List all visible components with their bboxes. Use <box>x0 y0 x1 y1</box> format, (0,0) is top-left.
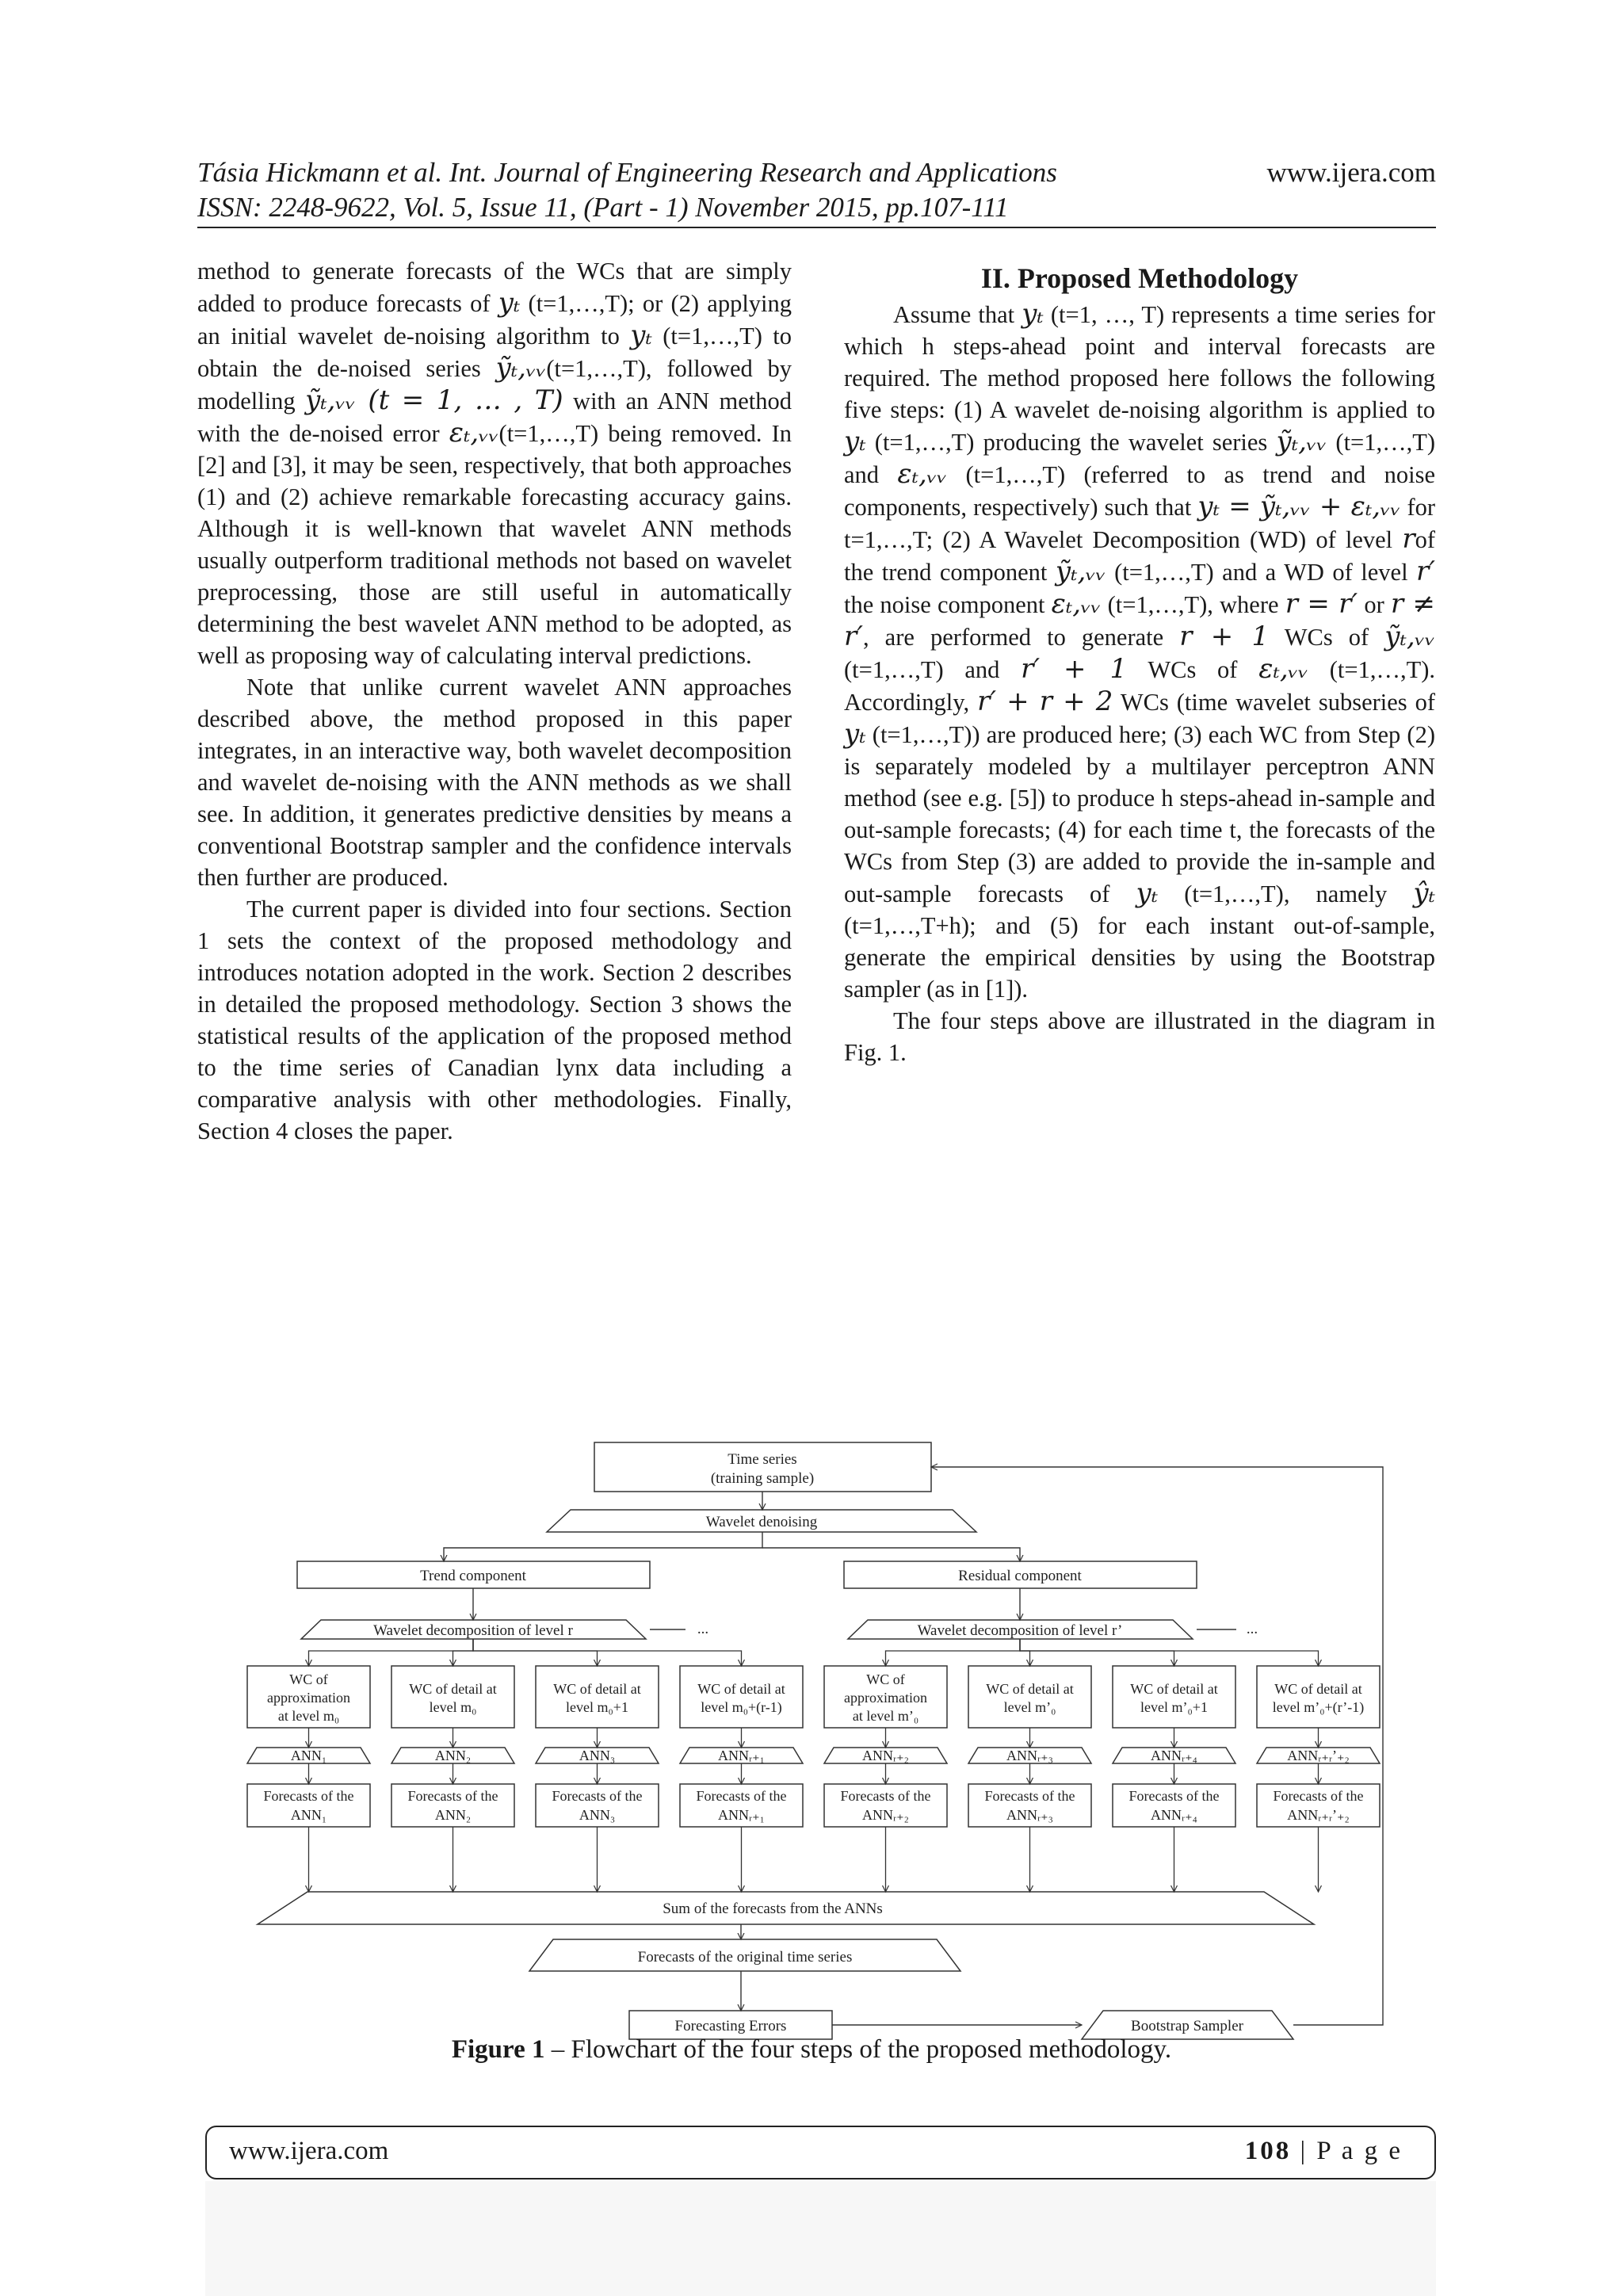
left-column <box>197 255 792 1147</box>
forecast-ann-8: ANNᵣ₊ᵣ’₊₂ <box>1287 1807 1350 1823</box>
page-number: 108 | P a g e <box>1244 2137 1403 2165</box>
wc-box-1-line-1: WC of <box>289 1671 328 1687</box>
ann-label-4: ANNᵣ₊₁ <box>718 1748 765 1763</box>
connector-decomp-1 <box>309 1639 474 1666</box>
ellipsis-right: ... <box>1246 1621 1258 1637</box>
wc-box-5-line-1: WC of <box>866 1671 905 1687</box>
forecast-ann-4: ANNᵣ₊₁ <box>718 1807 765 1823</box>
wc-box-3-line-1: WC of detail at <box>553 1681 641 1697</box>
connector-decomp-3 <box>473 1639 598 1666</box>
wc-box-8-line-1: WC of detail at <box>1274 1681 1362 1697</box>
forecast-ann-3: ANN₃ <box>579 1807 616 1823</box>
forecast-prefix-8: Forecasts of the <box>1273 1788 1364 1804</box>
wc-box-2-line-2: level m₀ <box>429 1699 477 1715</box>
figure-label: Figure 1 <box>451 2035 545 2064</box>
journal-citation <box>197 155 1057 225</box>
wc-box-8 <box>1257 1666 1380 1728</box>
forecast-ann-5: ANNᵣ₊₂ <box>862 1807 909 1823</box>
forecast-prefix-1: Forecasts of the <box>263 1788 354 1804</box>
forecasting-errors-label: Forecasting Errors <box>674 2018 787 2034</box>
citation-line-1: Tásia Hickmann et al. Int. Journal of Engineering Research and Applications <box>197 157 1057 188</box>
training-sample-label: (training sample) <box>710 1470 815 1487</box>
wc-box-6 <box>968 1666 1091 1728</box>
connector-decomp-8 <box>1020 1639 1319 1666</box>
math-equation-sum: yₜ = ỹₜ,ᵥᵥ + εₜ,ᵥᵥ <box>1197 491 1401 522</box>
wc-box-6-line-1: WC of detail at <box>986 1681 1074 1697</box>
forecast-prefix-6: Forecasts of the <box>984 1788 1075 1804</box>
connector-decomp-4 <box>473 1639 742 1666</box>
figure-caption <box>0 2035 1623 2065</box>
forecast-prefix-3: Forecasts of the <box>552 1788 643 1804</box>
connector-decomp-2 <box>453 1639 474 1666</box>
wc-box-7-line-2: level m’₀+1 <box>1140 1699 1208 1715</box>
wc-box-1-line-2: approximation <box>267 1690 350 1706</box>
ann-label-2: ANN₂ <box>434 1748 472 1763</box>
page-bottom-shade <box>205 2181 1436 2296</box>
wavelet-decomposition-r-label: Wavelet decomposition of level r <box>373 1622 573 1639</box>
math-y-tilde-range: ỹₜ,ᵥᵥ (t = 1, … , T) <box>305 384 563 416</box>
wc-box-5-line-2: approximation <box>844 1690 927 1706</box>
paragraph-approaches: method to generate forecasts of the WCs that are simply added to produce forecasts of yₜ (t=1,…,T); or (2) applying an initial wavelet de-noising algorithm to yₜ (t=1,…,T) to obtain the de-noised series ỹₜ,ᵥᵥ(t=1,…,T), followed by modelling ỹₜ,ᵥᵥ (t = 1, … , T) with an ANN method with the de-noised error εₜ,ᵥᵥ(t=1,…,T) being removed. In [2] and [3], it may be seen, respectively, that both approaches (1) and (2) achieve remarkable forecasting accuracy gains. Although it is well-known that wavelet ANN methods usually outperform traditional methods not based on wavelet preprocessing, those are still useful in automatically determining the best wavelet ANN method to be adopted, as well as proposing way of calculating interval predictions. <box>197 258 792 669</box>
wc-box-2-line-1: WC of detail at <box>409 1681 497 1697</box>
wc-columns <box>247 1639 1380 1892</box>
wc-box-4-line-1: WC of detail at <box>697 1681 785 1697</box>
math-y-hat: ŷₜ <box>1413 877 1435 909</box>
sum-label: Sum of the forecasts from the ANNs <box>663 1901 883 1917</box>
forecast-ann-7: ANNᵣ₊₄ <box>1151 1807 1197 1823</box>
bootstrap-sampler-label: Bootstrap Sampler <box>1131 2018 1243 2034</box>
trend-component-label: Trend component <box>420 1568 526 1584</box>
footer-website-link[interactable]: www.ijera.com <box>229 2137 389 2165</box>
wc-box-7 <box>1113 1666 1235 1728</box>
ann-label-7: ANNᵣ₊₄ <box>1151 1748 1197 1763</box>
page-footer <box>205 2126 1436 2179</box>
wc-box-3-line-2: level m₀+1 <box>566 1699 628 1715</box>
time-series-label: Time series <box>727 1451 797 1468</box>
forecast-ann-2: ANN₂ <box>434 1807 472 1823</box>
ann-label-3: ANN₃ <box>579 1748 616 1763</box>
citation-line-2: ISSN: 2248-9622, Vol. 5, Issue 11, (Part - 1) November 2015, pp.107-111 <box>197 192 1009 223</box>
connector-decomp-6 <box>1020 1639 1030 1666</box>
connector-decomp-5 <box>886 1639 1021 1666</box>
forecast-prefix-7: Forecasts of the <box>1128 1788 1220 1804</box>
header-divider <box>197 227 1436 228</box>
paragraph-methodology: Assume that yₜ (t=1, …, T) represents a time series for which h steps-ahead point and interval forecasts are required. The method proposed here follows the following five steps: (1) A wavelet de-noising algorithm is applied to yₜ (t=1,…,T) producing the wavelet series ỹₜ,ᵥᵥ (t=1,…,T) and εₜ,ᵥᵥ (t=1,…,T) (referred to as trend and noise components, respectively) such that yₜ = ỹₜ,ᵥᵥ + εₜ,ᵥᵥ for t=1,…,T; (2) A Wavelet Decomposition (WD) of level rof the trend component ỹₜ,ᵥᵥ (t=1,…,T) and a WD of level r′ the noise component εₜ,ᵥᵥ (t=1,…,T), where r = r′ or r ≠ r′, are performed to generate r + 1 WCs of ỹₜ,ᵥᵥ (t=1,…,T) and r′ + 1 WCs of εₜ,ᵥᵥ (t=1,…,T). Accordingly, r′ + r + 2 WCs (time wavelet subseries of yₜ (t=1,…,T)) are produced here; (3) each WC from Step (2) is separately modeled by a multilayer perceptron ANN method (see e.g. [5]) to produce h steps-ahead in-sample and out-sample forecasts; (4) for each time t, the forecasts of the WCs from Step (3) are added to provide the in-sample and out-sample forecasts of yₜ (t=1,…,T), namely ŷₜ (t=1,…,T+h); and (5) for each instant out-of-sample, generate the empirical densities by using the Bootstrap sampler (as in [1]). <box>844 298 1436 1003</box>
wc-box-3 <box>536 1666 659 1728</box>
wc-box-2 <box>391 1666 514 1728</box>
ann-label-5: ANNᵣ₊₂ <box>862 1748 909 1763</box>
right-column <box>844 255 1435 1068</box>
math-epsilon: εₜ,ᵥᵥ <box>449 417 499 449</box>
wc-box-4 <box>680 1666 803 1728</box>
ann-label-8: ANNᵣ₊ᵣ’₊₂ <box>1287 1748 1350 1763</box>
ann-label-1: ANN₁ <box>290 1748 327 1763</box>
wc-box-7-line-1: WC of detail at <box>1130 1681 1218 1697</box>
math-y-t: yₜ <box>630 319 652 351</box>
ann-label-6: ANNᵣ₊₃ <box>1006 1748 1053 1763</box>
forecast-ann-1: ANN₁ <box>290 1807 327 1823</box>
wc-box-5-line-3: at level m’₀ <box>852 1708 919 1724</box>
wavelet-denoising-label: Wavelet denoising <box>705 1514 818 1530</box>
residual-component-label: Residual component <box>958 1568 1082 1584</box>
wavelet-decomposition-rprime-label: Wavelet decomposition of level r’ <box>917 1622 1123 1639</box>
section-title: II. Proposed Methodology <box>980 262 1299 294</box>
flowchart-figure <box>218 1399 1438 2057</box>
forecast-prefix-5: Forecasts of the <box>840 1788 931 1804</box>
wc-box-4-line-2: level m₀+(r-1) <box>701 1699 782 1715</box>
math-y-tilde: ỹₜ,ᵥᵥ <box>495 352 547 384</box>
paragraph-sections: The current paper is divided into four sections. Section 1 sets the context of the proposed methodology and introduces notation adopted in the work. Section 2 describes in detailed the proposed methodology. Section 3 shows the statistical results of the application of the proposed method to the time series of Canadian lynx data including a comparative analysis with other methodologies. Finally, Section 4 closes the paper. <box>197 896 792 1144</box>
original-forecasts-label: Forecasts of the original time series <box>637 1949 853 1966</box>
paragraph-note: Note that unlike current wavelet ANN approaches described above, the method proposed in this paper integrates, in an interactive way, both wavelet decomposition and wavelet de-noising with the ANN methods as we shall see. In addition, it generates predictive densities by means a conventional Bootstrap sampler and the confidence intervals then further are produced. <box>197 674 792 891</box>
header-website-link[interactable]: www.ijera.com <box>1266 157 1436 188</box>
forecast-prefix-4: Forecasts of the <box>696 1788 787 1804</box>
wc-box-6-line-2: level m’₀ <box>1003 1699 1056 1715</box>
figure-caption-text: – Flowchart of the four steps of the proposed methodology. <box>544 2035 1172 2064</box>
connector-decomp-7 <box>1020 1639 1174 1666</box>
math-y-t: yₜ <box>498 287 521 319</box>
ellipsis-left: ... <box>697 1621 709 1637</box>
wc-box-1-line-3: at level m₀ <box>277 1708 340 1724</box>
forecast-ann-6: ANNᵣ₊₃ <box>1006 1807 1053 1823</box>
forecast-prefix-2: Forecasts of the <box>407 1788 498 1804</box>
wc-box-8-line-2: level m’₀+(r’-1) <box>1272 1699 1365 1715</box>
paragraph-diagram-reference: The four steps above are illustrated in the diagram in Fig. 1. <box>844 1007 1435 1066</box>
